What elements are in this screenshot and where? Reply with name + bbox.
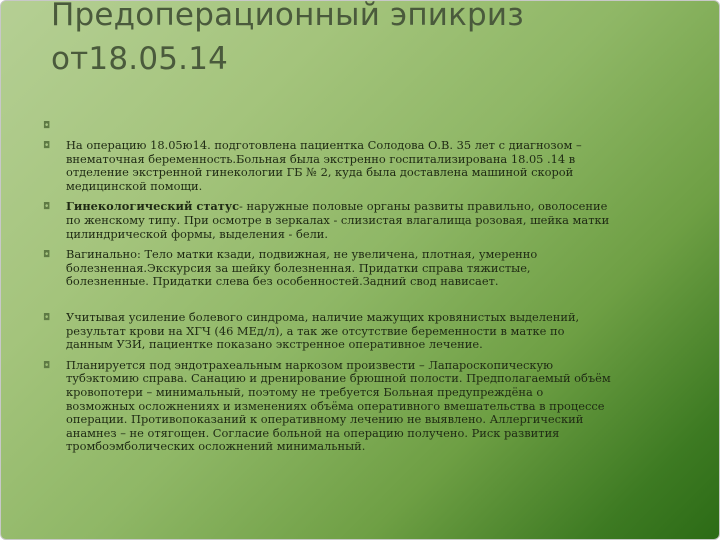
bullet-icon: ◘ xyxy=(43,360,51,371)
list-item-admission xyxy=(43,139,613,193)
gyn-status-text: - наружные половые органы развиты правильно, оволосение по женскому типу. При осмотре в зеркалах - слизистая влагалища розовая, шейка матки цилиндрической формы, выделения - бели. xyxy=(66,199,610,241)
title-line-2: от18.05.14 xyxy=(51,41,229,77)
bullet-icon: ◘ xyxy=(43,202,51,213)
bullet-icon: ◘ xyxy=(43,121,51,131)
plan-text: Планируется под эндотрахеальным наркозом произвести – Лапароскопическую тубэктомию справа. Санацию и дренирование брюшной полости. Предполагаемый объём кровопотери – минимальный, поэтому не требуется Больная предупреждёна о возможных осложнениях и изменениях объёма оперативного вмешательства в процессе операции. Противопоказаний к оперативному лечению не выявлено. Аллергический анамнез – не отягощен. Согласие больной на операцию получено. Риск развития тромбоэмболических осложнений минимальный. xyxy=(66,357,611,454)
list-item-plan xyxy=(43,359,613,454)
bullet-icon: ◘ xyxy=(43,141,51,151)
bullet-icon: ◘ xyxy=(43,250,51,261)
indication-text: Учитывая усиление болевого синдрома, наличие мажущих кровянистых выделений, результат крови на ХГЧ (46 МЕд/л), а так же отсутствие беременности в матке по данным УЗИ, пациентке показано экстренное оперативное лечение. xyxy=(66,309,580,352)
list-item-vaginal-exam xyxy=(43,248,613,289)
admission-text: На операцию 18.05ю14. подготовлена пациентка Солодова О.В. 35 лет с диагнозом – внематочная беременность.Больная была экстренно госпитализирована 18.05 .14 в отделение экстренной гинекологии ГБ № 2, куда была доставлена машиной скорой медицинской помощи. xyxy=(66,138,582,193)
slide-body xyxy=(43,119,613,454)
title-line-1: Предоперационный эпикриз xyxy=(51,0,524,33)
list-item-indication xyxy=(43,311,613,352)
vaginal-exam-text: Вагинально: Тело матки кзади, подвижная, не увеличена, плотная, умеренно болезненная.Экскурсия за шейку болезненная. Придатки справа тяжистые, болезненные. Придатки слева без особенностей.Задний свод нависает. xyxy=(66,247,538,289)
list-item-empty xyxy=(43,119,613,133)
bullet-icon: ◘ xyxy=(43,312,51,323)
slide-title xyxy=(51,0,691,81)
gyn-status-heading: Гинекологический статус xyxy=(66,199,240,214)
list-item-gyn-status xyxy=(43,200,613,241)
